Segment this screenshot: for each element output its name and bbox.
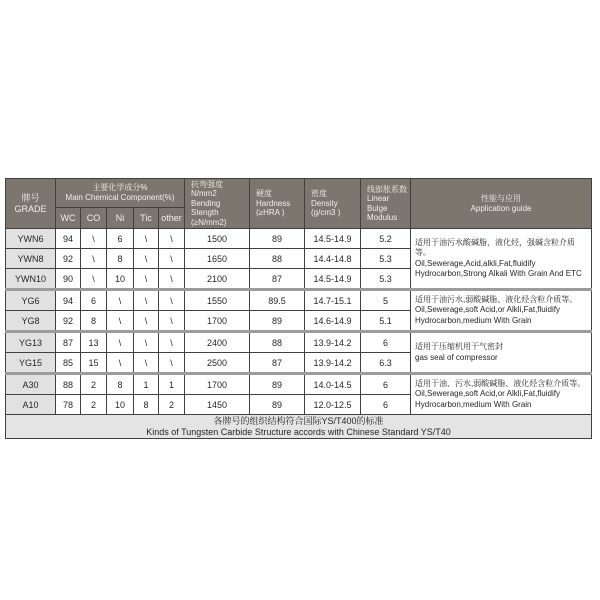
table-row-a30 — [6, 374, 592, 395]
tic-cell: \ — [134, 229, 159, 249]
hardness-cell: 89 — [250, 229, 305, 249]
table-row-yg6 — [6, 290, 592, 311]
application-text-en: Oil,Sewerage,soft Acid,or Alkli,Fat,fluidify Hydrocarbon,medium With Grain — [415, 305, 560, 325]
ni-cell: 8 — [107, 374, 134, 395]
other-cell: \ — [159, 353, 185, 374]
grade-cell: YG13 — [6, 332, 56, 353]
bending-cell: 2500 — [185, 353, 250, 374]
bending-cell: 2100 — [185, 269, 250, 290]
table-row-yg13 — [6, 332, 592, 353]
column-header-application-guide — [411, 179, 592, 229]
column-header-density — [305, 179, 361, 229]
ni-cell: \ — [107, 290, 134, 311]
header-line: N/mm2 — [191, 189, 217, 199]
wc-cell: 92 — [56, 249, 81, 269]
density-cell: 12.0-12.5 — [305, 395, 361, 415]
density-cell: 14.5-14.9 — [305, 269, 361, 290]
hardness-cell: 89.5 — [250, 290, 305, 311]
ni-cell: 8 — [107, 249, 134, 269]
hardness-cell: 88 — [250, 249, 305, 269]
co-cell: 2 — [81, 395, 107, 415]
co-cell: 15 — [81, 353, 107, 374]
header-line: 性能与应用 — [481, 193, 522, 203]
application-text-en: gas seal of compressor — [415, 352, 498, 362]
co-cell: 6 — [81, 290, 107, 311]
linear-cell: 6.3 — [361, 353, 411, 374]
wc-cell: 87 — [56, 332, 81, 353]
table-row-ywn6 — [6, 229, 592, 249]
header-row-top — [6, 179, 592, 208]
tic-cell: \ — [134, 290, 159, 311]
wc-cell: 92 — [56, 311, 81, 332]
column-header-linear-bulge-modulus — [361, 179, 411, 229]
hardness-cell: 87 — [250, 353, 305, 374]
header-line: Application guide — [470, 203, 532, 213]
grade-cell: YG8 — [6, 311, 56, 332]
other-cell: \ — [159, 249, 185, 269]
header-line: 线澎胀系数 — [367, 184, 408, 194]
application-text-zh: 适用于油污水酸碱脂，液化烃，强碱含粒介质等。 — [415, 237, 576, 257]
density-cell: 14.5-14.9 — [305, 229, 361, 249]
header-line: Density — [311, 198, 338, 208]
application-text-en: Oil,Sewerage,Acid,alkli,Fat,fluidify Hydrocarbon,Strong Alkali With Grain And ETC — [415, 258, 582, 278]
linear-cell: 5 — [361, 290, 411, 311]
header-line: (g/cm3 ) — [311, 208, 341, 218]
application-guide-cell — [411, 290, 592, 332]
bending-cell: 1450 — [185, 395, 250, 415]
co-cell: 13 — [81, 332, 107, 353]
hardness-cell: 89 — [250, 311, 305, 332]
header-line: 密度 — [311, 189, 328, 199]
density-cell: 14.7-15.1 — [305, 290, 361, 311]
wc-cell: 78 — [56, 395, 81, 415]
grade-cell: YWN10 — [6, 269, 56, 290]
grade-cell: YG15 — [6, 353, 56, 374]
column-header-hardness — [250, 179, 305, 229]
other-cell: 2 — [159, 395, 185, 415]
grade-cell: A10 — [6, 395, 56, 415]
application-text-zh: 适用于压缩机用干气密封 — [415, 342, 504, 351]
other-cell: 1 — [159, 374, 185, 395]
linear-cell: 5.2 — [361, 229, 411, 249]
co-cell: \ — [81, 269, 107, 290]
application-guide-cell — [411, 229, 592, 290]
header-line: Hardness — [256, 198, 291, 208]
hardness-cell: 89 — [250, 374, 305, 395]
other-cell: \ — [159, 229, 185, 249]
header-line: 主要化学成分% — [92, 183, 148, 192]
density-cell: 13.9-14.2 — [305, 353, 361, 374]
header-line: Bending — [191, 198, 221, 208]
co-cell: \ — [81, 229, 107, 249]
grade-cell: A30 — [6, 374, 56, 395]
linear-cell: 5.3 — [361, 249, 411, 269]
grade-cell: YWN6 — [6, 229, 56, 249]
wc-cell: 88 — [56, 374, 81, 395]
density-cell: 14.6-14.9 — [305, 311, 361, 332]
standard-note — [6, 415, 592, 439]
application-text-en: Oil,Sewerage,soft Acid,or Alkli,Fat,fluidify Hydrocarbon,medium With Grain — [415, 389, 560, 409]
header-line: Bulge — [367, 203, 388, 213]
other-cell: \ — [159, 332, 185, 353]
header-line: 硬度 — [256, 189, 273, 199]
linear-cell: 6 — [361, 395, 411, 415]
tic-cell: 1 — [134, 374, 159, 395]
bending-cell: 1700 — [185, 374, 250, 395]
wc-cell: 94 — [56, 290, 81, 311]
bending-cell: 1550 — [185, 290, 250, 311]
density-cell: 14.0-14.5 — [305, 374, 361, 395]
column-header-ni: Ni — [107, 208, 134, 229]
wc-cell: 94 — [56, 229, 81, 249]
header-line: Linear — [367, 194, 390, 203]
header-line: 抗弯强度 — [191, 179, 224, 189]
ni-cell: \ — [107, 332, 134, 353]
table-footer — [6, 415, 592, 439]
density-cell: 14.4-14.8 — [305, 249, 361, 269]
column-header-co: CO — [81, 208, 107, 229]
co-cell: 8 — [81, 311, 107, 332]
linear-cell: 5.3 — [361, 269, 411, 290]
ni-cell: 6 — [107, 229, 134, 249]
other-cell: \ — [159, 269, 185, 290]
column-header-tic: Tic — [134, 208, 159, 229]
application-guide-cell — [411, 374, 592, 415]
ni-cell: 10 — [107, 395, 134, 415]
ni-cell: 10 — [107, 269, 134, 290]
column-header-other: other — [159, 208, 185, 229]
wc-cell: 85 — [56, 353, 81, 374]
other-cell: \ — [159, 311, 185, 332]
table-footer-row — [6, 415, 592, 439]
hardness-cell: 87 — [250, 269, 305, 290]
other-cell: \ — [159, 290, 185, 311]
grade-cell: YWN8 — [6, 249, 56, 269]
column-header-chemical-components — [56, 179, 185, 208]
table-body — [6, 229, 592, 415]
application-guide-cell — [411, 332, 592, 374]
tic-cell: \ — [134, 249, 159, 269]
standard-note-en: Kinds of Tungsten Carbide Structure accords with Chinese Standard YS/T40 — [146, 426, 451, 437]
bending-cell: 2400 — [185, 332, 250, 353]
wc-cell: 90 — [56, 269, 81, 290]
grade-cell: YG6 — [6, 290, 56, 311]
hardness-cell: 88 — [250, 332, 305, 353]
header-line: GRADE — [14, 203, 47, 214]
linear-cell: 6 — [361, 332, 411, 353]
linear-cell: 6 — [361, 374, 411, 395]
tic-cell: \ — [134, 353, 159, 374]
co-cell: 2 — [81, 374, 107, 395]
header-line: Stength — [191, 208, 219, 218]
co-cell: \ — [81, 249, 107, 269]
bending-cell: 1700 — [185, 311, 250, 332]
application-text-zh: 适用于油污水,弱酸碱脂、液化烃含粒介质等。 — [415, 294, 578, 304]
standard-note-zh: 各牌号的组织结构符合国际YS/T400的标准 — [213, 415, 384, 426]
header-line: 牌号 — [21, 192, 40, 203]
tic-cell: \ — [134, 311, 159, 332]
bending-cell: 1500 — [185, 229, 250, 249]
tic-cell: \ — [134, 332, 159, 353]
linear-cell: 5.1 — [361, 311, 411, 332]
header-line: Modulus — [367, 213, 398, 222]
ni-cell: \ — [107, 311, 134, 332]
bending-cell: 1650 — [185, 249, 250, 269]
density-cell: 13.9-14.2 — [305, 332, 361, 353]
table-header — [6, 179, 592, 229]
header-line: (≥N/mm2) — [191, 217, 227, 227]
application-text-zh: 适用于油、污水,弱酸碱脂、液化烃含粒介质等。 — [415, 378, 586, 388]
tic-cell: \ — [134, 269, 159, 290]
column-header-grade — [6, 179, 56, 229]
hardness-cell: 89 — [250, 395, 305, 415]
tic-cell: 8 — [134, 395, 159, 415]
ni-cell: \ — [107, 353, 134, 374]
column-header-wc: WC — [56, 208, 81, 229]
column-header-bending-strength — [185, 179, 250, 229]
header-line: Main Chemical Component(%) — [65, 193, 175, 202]
tungsten-carbide-grade-table — [5, 178, 592, 439]
header-line: (≥HRA ) — [256, 208, 285, 218]
